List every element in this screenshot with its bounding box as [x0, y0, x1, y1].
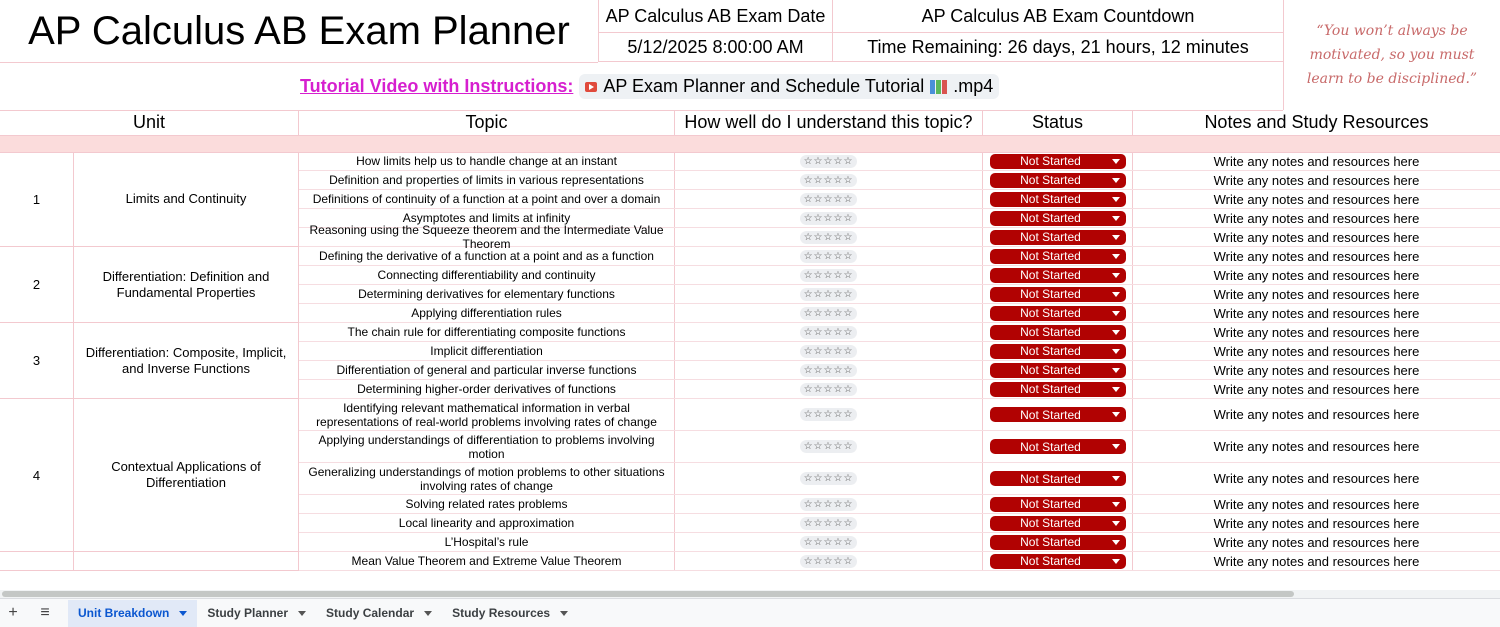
sheet-tab-label: Study Planner [207, 606, 289, 620]
topic-row [299, 399, 1500, 431]
add-sheet-icon[interactable]: + [8, 604, 18, 621]
status-cell[interactable] [983, 266, 1133, 284]
chevron-down-icon[interactable] [424, 611, 432, 616]
status-cell[interactable] [983, 552, 1133, 570]
sheet-tab[interactable] [316, 600, 442, 627]
status-cell[interactable] [983, 247, 1133, 265]
chevron-down-icon [1112, 292, 1120, 297]
status-cell[interactable] [983, 171, 1133, 189]
status-label: Not Started [1020, 382, 1081, 396]
exam-date-value[interactable]: 5/12/2025 8:00:00 AM [598, 33, 832, 62]
countdown-value: Time Remaining: 26 days, 21 hours, 12 minutes [832, 33, 1283, 62]
scrollbar-thumb[interactable] [2, 591, 1294, 597]
topic-cell[interactable]: Identifying relevant mathematical information in verbal representations of real-world problems involving rates of change [299, 399, 675, 430]
chevron-down-icon [1112, 368, 1120, 373]
rating-cell[interactable] [675, 228, 983, 246]
tutorial-link[interactable]: Tutorial Video with Instructions: [300, 76, 574, 96]
status-dropdown[interactable] [990, 211, 1126, 226]
notes-cell[interactable]: Write any notes and resources here [1213, 439, 1420, 454]
topic-row [299, 171, 1500, 190]
notes-cell[interactable]: Write any notes and resources here [1213, 381, 1420, 397]
sheet-tab[interactable] [197, 600, 316, 627]
status-label: Not Started [1020, 344, 1081, 358]
topic-cell[interactable]: Solving related rates problems [299, 495, 675, 513]
notes-cell[interactable]: Write any notes and resources here [1213, 553, 1420, 569]
status-label: Not Started [1020, 230, 1081, 244]
notes-cell[interactable]: Write any notes and resources here [1213, 407, 1420, 422]
topic-row [299, 323, 1500, 342]
notes-cell[interactable]: Write any notes and resources here [1213, 515, 1420, 531]
status-label: Not Started [1020, 535, 1081, 549]
topic-row [299, 431, 1500, 463]
chevron-down-icon [1112, 412, 1120, 417]
status-dropdown[interactable] [990, 344, 1126, 359]
status-label: Not Started [1020, 192, 1081, 206]
notes-cell[interactable]: Write any notes and resources here [1213, 343, 1420, 359]
status-dropdown[interactable] [990, 154, 1126, 169]
status-label: Not Started [1020, 154, 1081, 168]
topic-cell[interactable]: Determining higher-order derivatives of functions [299, 380, 675, 398]
sheet-tab-bar [0, 598, 1500, 627]
star-rating[interactable]: ☆☆☆☆☆ [800, 174, 858, 187]
unit-block [0, 323, 1500, 399]
status-cell[interactable] [983, 190, 1133, 208]
status-dropdown[interactable] [990, 268, 1126, 283]
chevron-down-icon [1112, 540, 1120, 545]
unit-name[interactable]: Differentiation: Composite, Implicit, and Inverse Functions [74, 323, 299, 398]
rating-cell[interactable] [675, 514, 983, 532]
star-rating[interactable]: ☆☆☆☆☆ [800, 472, 858, 485]
star-rating[interactable]: ☆☆☆☆☆ [800, 250, 858, 263]
unit-name[interactable] [74, 552, 299, 570]
rating-cell[interactable] [675, 533, 983, 551]
status-cell[interactable] [983, 304, 1133, 322]
unit-number[interactable] [0, 552, 74, 570]
star-rating[interactable]: ☆☆☆☆☆ [800, 555, 858, 568]
status-cell[interactable] [983, 209, 1133, 227]
status-dropdown[interactable] [990, 497, 1126, 512]
status-dropdown[interactable] [990, 230, 1126, 245]
header-band [0, 136, 1500, 153]
status-dropdown[interactable] [990, 325, 1126, 340]
status-label: Not Started [1020, 363, 1081, 377]
rating-cell[interactable] [675, 190, 983, 208]
sheet-tab-label: Study Resources [452, 606, 551, 620]
status-dropdown[interactable] [990, 173, 1126, 188]
status-cell[interactable] [983, 399, 1133, 430]
notes-cell[interactable]: Write any notes and resources here [1213, 305, 1420, 321]
status-label: Not Started [1020, 407, 1081, 422]
column-header-notes: Notes and Study Resources [1133, 110, 1500, 136]
star-rating[interactable]: ☆☆☆☆☆ [800, 212, 858, 225]
status-label: Not Started [1020, 306, 1081, 320]
star-rating[interactable]: ☆☆☆☆☆ [800, 231, 858, 244]
topic-cell[interactable]: The chain rule for differentiating composite functions [299, 323, 675, 341]
star-rating[interactable]: ☆☆☆☆☆ [800, 408, 858, 421]
rating-cell[interactable] [675, 152, 983, 170]
notes-cell[interactable]: Write any notes and resources here [1213, 153, 1420, 169]
topic-cell[interactable]: Determining derivatives for elementary functions [299, 285, 675, 303]
status-cell[interactable] [983, 285, 1133, 303]
video-icon [585, 82, 597, 92]
status-cell[interactable] [983, 533, 1133, 551]
unit-name[interactable]: Contextual Applications of Differentiation [74, 399, 299, 551]
star-rating[interactable]: ☆☆☆☆☆ [800, 383, 858, 396]
star-rating[interactable]: ☆☆☆☆☆ [800, 193, 858, 206]
status-cell[interactable] [983, 514, 1133, 532]
notes-cell[interactable]: Write any notes and resources here [1213, 210, 1420, 226]
star-rating[interactable]: ☆☆☆☆☆ [800, 517, 858, 530]
status-label: Not Started [1020, 497, 1081, 511]
topic-row [299, 285, 1500, 304]
chevron-down-icon [1112, 197, 1120, 202]
topic-row [299, 380, 1500, 399]
tutorial [300, 74, 999, 99]
star-rating[interactable]: ☆☆☆☆☆ [800, 364, 858, 377]
topic-cell[interactable]: L’Hospital’s rule [299, 533, 675, 551]
unit-block [0, 552, 1500, 571]
notes-cell[interactable]: Write any notes and resources here [1213, 172, 1420, 188]
rating-cell[interactable] [675, 361, 983, 379]
chevron-down-icon [1112, 521, 1120, 526]
chevron-down-icon[interactable] [560, 611, 568, 616]
status-cell[interactable] [983, 463, 1133, 494]
chevron-down-icon[interactable] [298, 611, 306, 616]
unit-number[interactable]: 4 [0, 399, 74, 551]
notes-cell[interactable]: Write any notes and resources here [1213, 471, 1420, 486]
chevron-down-icon [1112, 273, 1120, 278]
chevron-down-icon [1112, 330, 1120, 335]
status-dropdown[interactable] [990, 306, 1126, 321]
chevron-down-icon [1112, 178, 1120, 183]
notes-cell[interactable]: Write any notes and resources here [1213, 324, 1420, 340]
tutorial-file-chip[interactable] [579, 74, 999, 99]
topic-cell[interactable]: Definitions of continuity of a function at a point and over a domain [299, 190, 675, 208]
notes-cell[interactable]: Write any notes and resources here [1213, 229, 1420, 245]
column-header-status: Status [983, 110, 1133, 136]
topic-cell[interactable]: Differentiation of general and particular inverse functions [299, 361, 675, 379]
rating-cell[interactable] [675, 285, 983, 303]
unit-number[interactable]: 2 [0, 247, 74, 322]
tutorial-row [0, 62, 1283, 111]
column-header-unit: Unit [0, 110, 299, 136]
motivational-quote: “You won’t always be motivated, so you must learn to be disciplined.” [1283, 0, 1500, 110]
star-rating[interactable]: ☆☆☆☆☆ [800, 536, 858, 549]
unit-block [0, 152, 1500, 251]
status-label: Not Started [1020, 287, 1081, 301]
star-rating[interactable]: ☆☆☆☆☆ [800, 326, 858, 339]
topic-row [299, 304, 1500, 323]
topic-row [299, 247, 1500, 266]
unit-number[interactable]: 1 [0, 152, 74, 246]
status-label: Not Started [1020, 211, 1081, 225]
rating-cell[interactable] [675, 342, 983, 360]
rating-cell[interactable] [675, 463, 983, 494]
status-dropdown[interactable] [990, 516, 1126, 531]
rating-cell[interactable] [675, 323, 983, 341]
notes-cell[interactable]: Write any notes and resources here [1213, 191, 1420, 207]
status-dropdown[interactable] [990, 535, 1126, 550]
chevron-down-icon [1112, 235, 1120, 240]
notes-cell[interactable]: Write any notes and resources here [1213, 267, 1420, 283]
star-rating[interactable]: ☆☆☆☆☆ [800, 288, 858, 301]
rating-cell[interactable] [675, 266, 983, 284]
chevron-down-icon[interactable] [179, 611, 187, 616]
notes-cell[interactable]: Write any notes and resources here [1213, 496, 1420, 512]
all-sheets-menu-icon[interactable]: ≡ [40, 604, 50, 621]
chevron-down-icon [1112, 387, 1120, 392]
status-label: Not Started [1020, 554, 1081, 568]
star-rating[interactable]: ☆☆☆☆☆ [800, 269, 858, 282]
star-rating[interactable]: ☆☆☆☆☆ [800, 440, 858, 453]
unit-block [0, 247, 1500, 323]
topic-row [299, 361, 1500, 380]
status-cell[interactable] [983, 495, 1133, 513]
chevron-down-icon [1112, 349, 1120, 354]
chevron-down-icon [1112, 311, 1120, 316]
status-dropdown[interactable] [990, 471, 1126, 486]
status-dropdown[interactable] [990, 249, 1126, 264]
notes-cell[interactable]: Write any notes and resources here [1213, 534, 1420, 550]
star-rating[interactable]: ☆☆☆☆☆ [800, 345, 858, 358]
rating-cell[interactable] [675, 431, 983, 462]
status-label: Not Started [1020, 516, 1081, 530]
status-cell[interactable] [983, 342, 1133, 360]
tutorial-file-name: AP Exam Planner and Schedule Tutorial [603, 76, 925, 96]
status-dropdown[interactable] [990, 192, 1126, 207]
status-label: Not Started [1020, 173, 1081, 187]
topic-cell[interactable]: Applying differentiation rules [299, 304, 675, 322]
status-label: Not Started [1020, 249, 1081, 263]
star-rating[interactable]: ☆☆☆☆☆ [800, 498, 858, 511]
topic-row [299, 223, 1500, 251]
horizontal-scrollbar[interactable] [0, 590, 1500, 598]
star-rating[interactable]: ☆☆☆☆☆ [800, 155, 858, 168]
status-label: Not Started [1020, 439, 1081, 454]
topic-row [299, 342, 1500, 361]
topic-cell[interactable]: Asymptotes and limits at infinity [299, 209, 675, 227]
status-label: Not Started [1020, 325, 1081, 339]
rating-cell[interactable] [675, 171, 983, 189]
status-label: Not Started [1020, 268, 1081, 282]
unit-block [0, 399, 1500, 552]
topic-cell[interactable]: Mean Value Theorem and Extreme Value Theorem [299, 552, 675, 570]
sheet-tabs [68, 600, 578, 627]
topic-cell[interactable]: Defining the derivative of a function at a point and as a function [299, 247, 675, 265]
sheet-tab[interactable] [68, 600, 197, 627]
tutorial-file-ext: .mp4 [953, 76, 994, 96]
topic-row [299, 552, 1500, 571]
notes-cell[interactable]: Write any notes and resources here [1213, 248, 1420, 264]
topic-row [299, 190, 1500, 209]
star-rating[interactable]: ☆☆☆☆☆ [800, 307, 858, 320]
rating-cell[interactable] [675, 399, 983, 430]
status-cell[interactable] [983, 361, 1133, 379]
topic-cell[interactable]: Generalizing understandings of motion problems to other situations involving rates of change [299, 463, 675, 494]
topic-row [299, 266, 1500, 285]
chevron-down-icon [1112, 254, 1120, 259]
chevron-down-icon [1112, 559, 1120, 564]
notes-cell[interactable]: Write any notes and resources here [1213, 362, 1420, 378]
rating-cell[interactable] [675, 380, 983, 398]
sheet-header [0, 0, 1500, 110]
topic-cell[interactable]: Reasoning using the Squeeze theorem and the Intermediate Value Theorem [299, 228, 675, 246]
sheet-tab-label: Unit Breakdown [78, 606, 170, 620]
topic-row [299, 463, 1500, 495]
chevron-down-icon [1112, 159, 1120, 164]
sheet-tab-label: Study Calendar [326, 606, 415, 620]
unit-name[interactable]: Differentiation: Definition and Fundamental Properties [74, 247, 299, 322]
status-dropdown[interactable] [990, 287, 1126, 302]
status-cell[interactable] [983, 228, 1133, 246]
books-icon [930, 80, 947, 94]
unit-name[interactable]: Limits and Continuity [74, 152, 299, 246]
topic-row [299, 514, 1500, 533]
chevron-down-icon [1112, 502, 1120, 507]
topic-row [299, 495, 1500, 514]
rating-cell[interactable] [675, 495, 983, 513]
column-header-topic: Topic [299, 110, 675, 136]
status-cell[interactable] [983, 323, 1133, 341]
status-dropdown[interactable] [990, 363, 1126, 378]
topic-row [299, 152, 1500, 171]
sheet-tab[interactable] [442, 600, 578, 627]
topic-cell[interactable]: Implicit differentiation [299, 342, 675, 360]
topic-cell[interactable]: Applying understandings of differentiation to problems involving motion [299, 431, 675, 462]
chevron-down-icon [1112, 216, 1120, 221]
status-cell[interactable] [983, 431, 1133, 462]
topic-row [299, 533, 1500, 552]
status-dropdown[interactable] [990, 554, 1126, 569]
column-header-understanding: How well do I understand this topic? [675, 110, 983, 136]
rating-cell[interactable] [675, 552, 983, 570]
rating-cell[interactable] [675, 209, 983, 227]
status-dropdown[interactable] [990, 382, 1126, 397]
topic-cell[interactable]: How limits help us to handle change at an instant [299, 152, 675, 170]
page-title: AP Calculus AB Exam Planner [0, 0, 598, 63]
rating-cell[interactable] [675, 304, 983, 322]
notes-cell[interactable]: Write any notes and resources here [1213, 286, 1420, 302]
topic-cell[interactable]: Local linearity and approximation [299, 514, 675, 532]
status-cell[interactable] [983, 380, 1133, 398]
chevron-down-icon [1112, 476, 1120, 481]
status-label: Not Started [1020, 471, 1081, 486]
topic-cell[interactable]: Definition and properties of limits in various representations [299, 171, 675, 189]
status-cell[interactable] [983, 152, 1133, 170]
topic-cell[interactable]: Connecting differentiability and continuity [299, 266, 675, 284]
status-dropdown[interactable] [990, 407, 1126, 422]
rating-cell[interactable] [675, 247, 983, 265]
chevron-down-icon [1112, 444, 1120, 449]
status-dropdown[interactable] [990, 439, 1126, 454]
countdown-label: AP Calculus AB Exam Countdown [832, 0, 1283, 33]
exam-date-label: AP Calculus AB Exam Date [598, 0, 832, 33]
unit-number[interactable]: 3 [0, 323, 74, 398]
